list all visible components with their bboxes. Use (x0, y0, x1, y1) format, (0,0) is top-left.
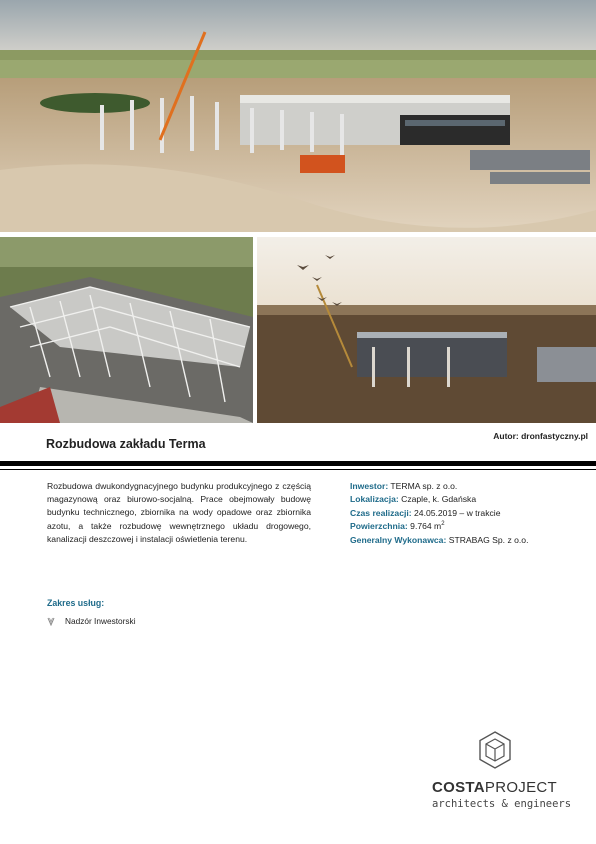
photo-top (0, 0, 596, 232)
fact-area: Powierzchnia: 9.764 $m^2$ (350, 521, 445, 532)
project-description: Rozbudowa dwukondygnacyjnego budynku produkcyjnego z częścią magazynową oraz biurowo-socjalną. Prace obejmowały budowę budynku technicznego, zbiornika na wody opadowe oraz zbiornika azotu, a także rozbudowę wewnętrznego układu drogowego, kanalizacji deszczowej i instalacji oświetlenia terenu. (47, 481, 311, 544)
logo-name: COSTAPROJECT (432, 779, 557, 796)
fact-contractor: Generalny Wykonawca: STRABAG Sp. z o.o. (350, 534, 529, 545)
fact-investor: Inwestor: TERMA sp. z o.o. (350, 481, 458, 491)
fact-duration: Czas realizacji: 24.05.2019 – w trakcie (350, 507, 501, 518)
scope-heading: Zakres usług: (47, 598, 105, 608)
photo-left (0, 237, 253, 423)
fact-location: Lokalizacja: Czaple, k. Gdańska (350, 494, 477, 505)
scope-item (47, 616, 136, 626)
page-title: Rozbudowa zakładu Terma (46, 437, 206, 451)
logo-hexagon-icon (478, 731, 512, 769)
photo-credit: Autor: dronfastyczny.pl (493, 431, 588, 441)
logo-tagline: architects & engineers (432, 798, 572, 810)
project-facts (350, 480, 590, 547)
divider-thin (0, 469, 596, 470)
divider-thick (0, 461, 596, 466)
bullet-icon (47, 617, 55, 626)
photo-right (257, 237, 596, 423)
scope-item-label: Nadzór Inwestorski (65, 616, 136, 626)
company-logo (432, 731, 572, 811)
